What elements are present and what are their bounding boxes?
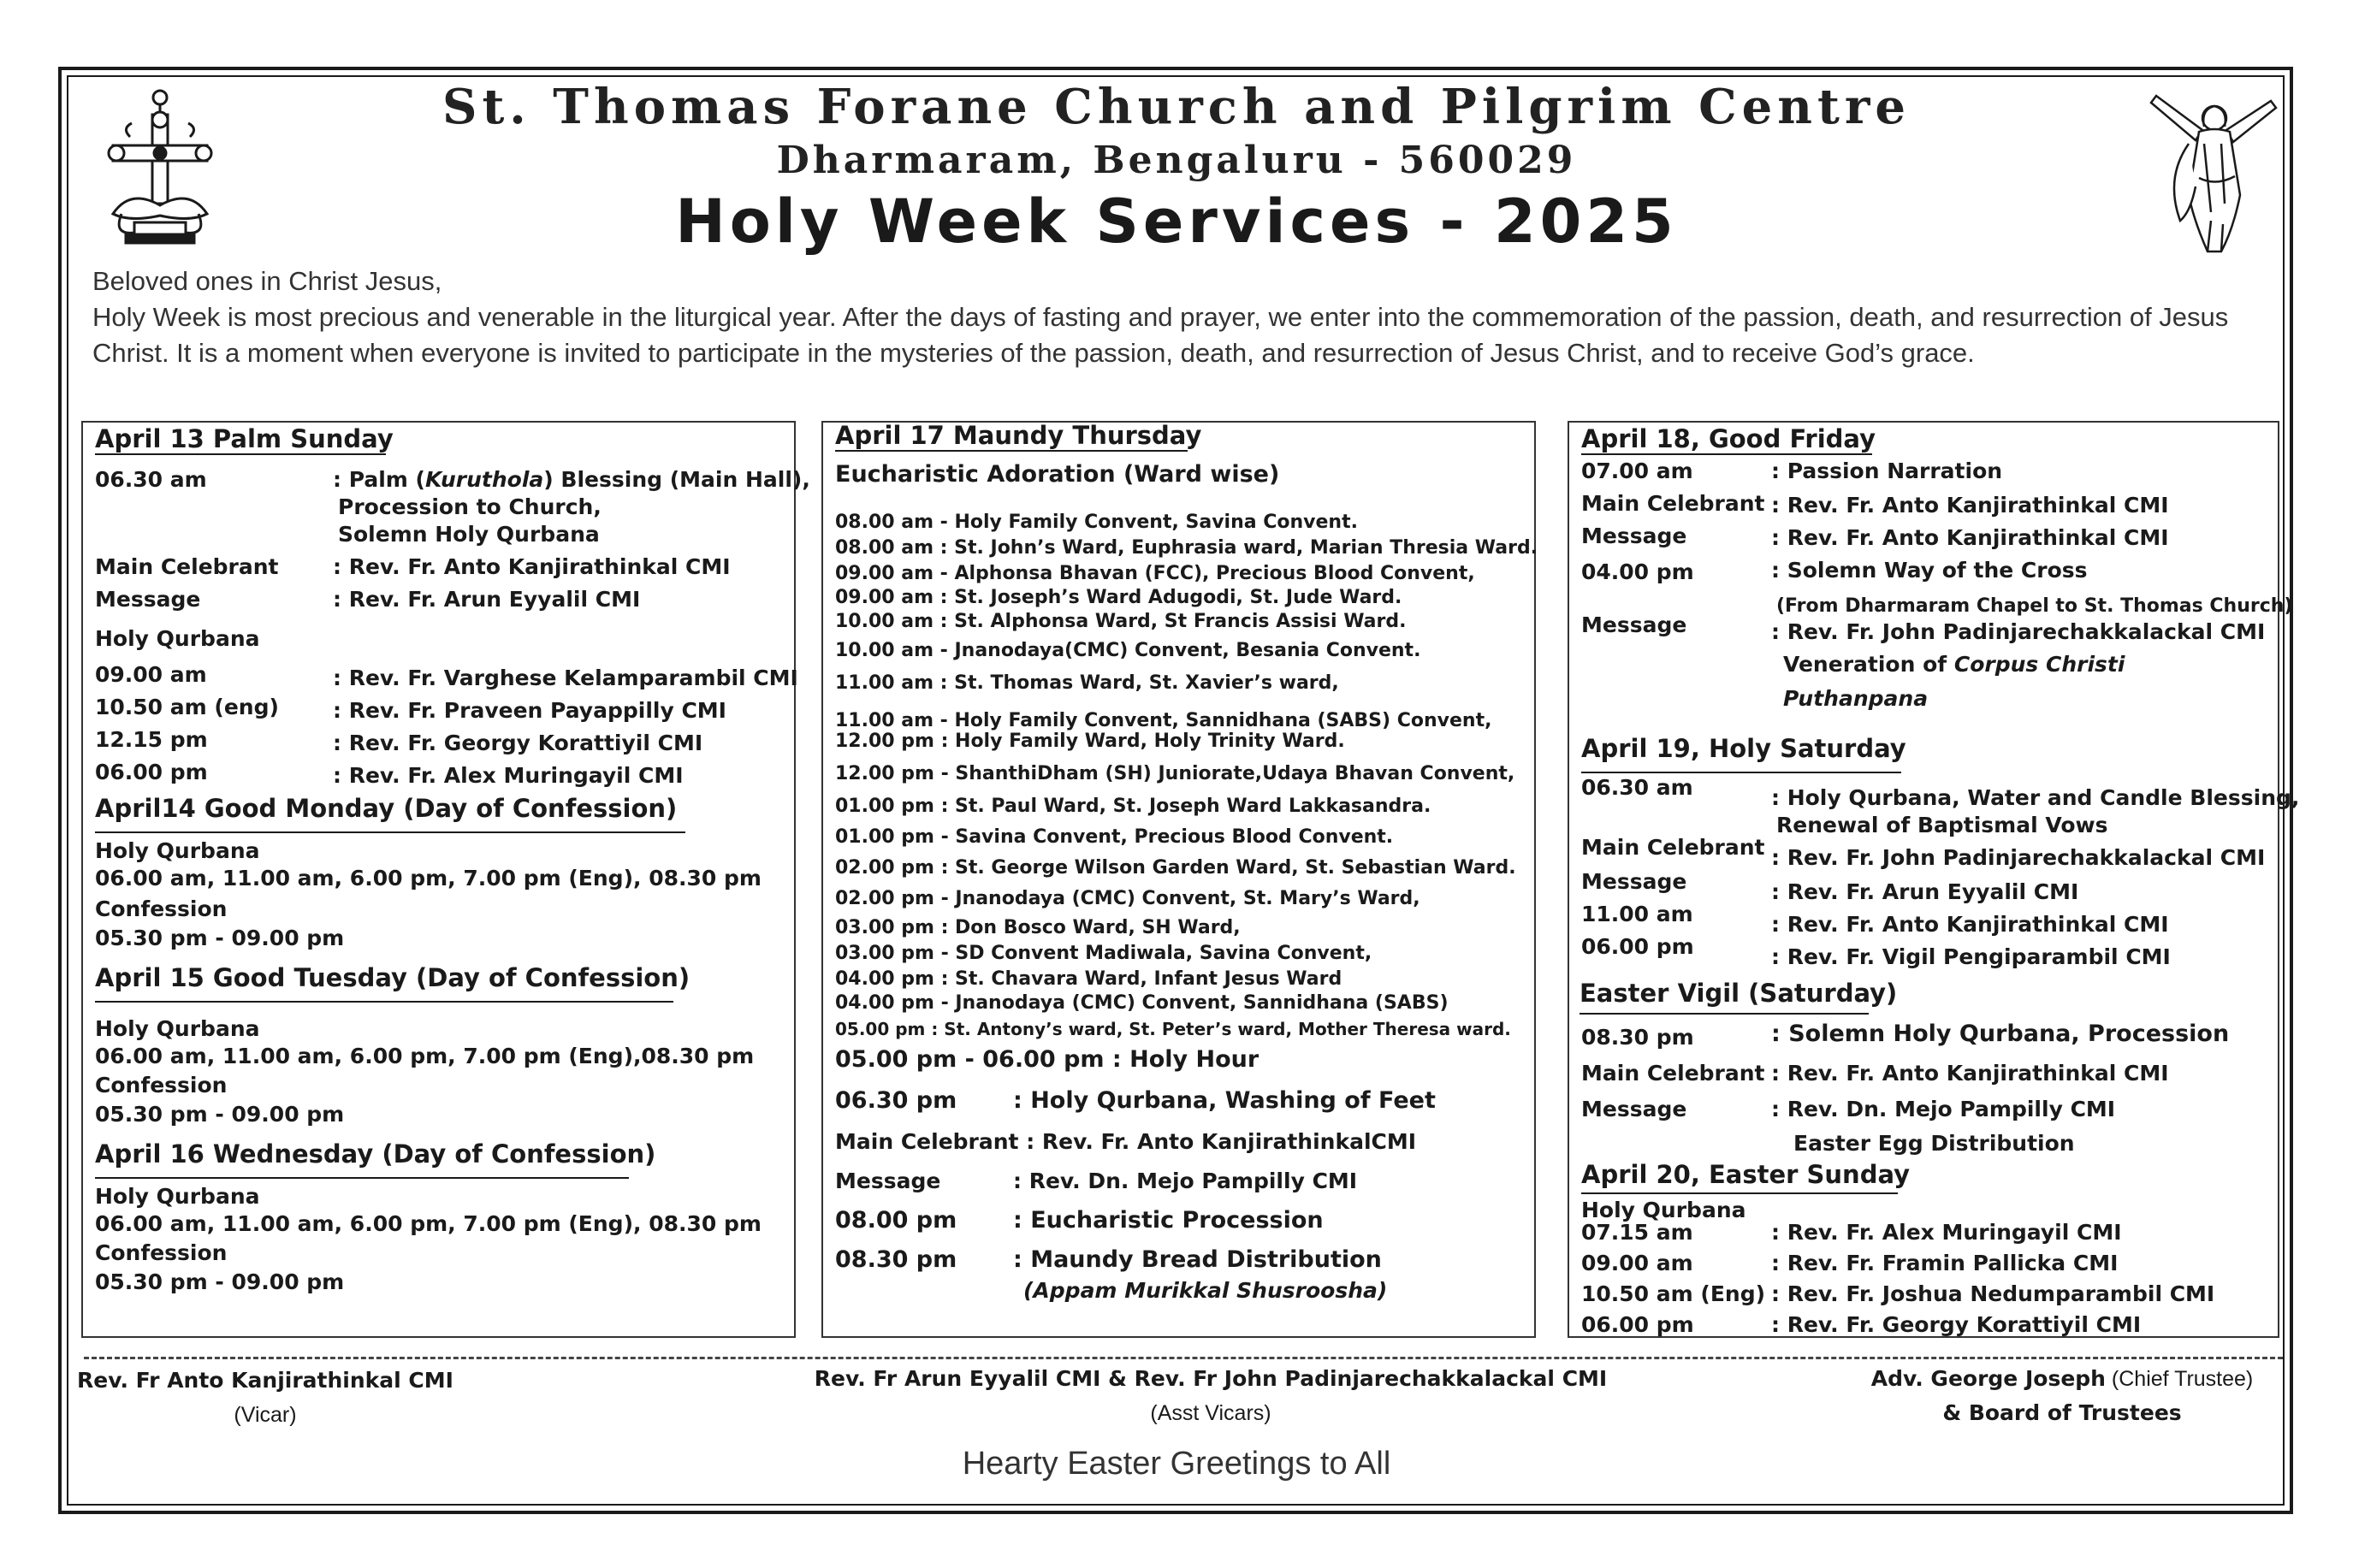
schedule-column-2: [821, 421, 1536, 1338]
celebrant-name: : Rev. Fr. John Padinjarechakkalackal CMI: [1771, 845, 2266, 870]
celebrant-name: : Rev. Fr. Anto Kanjirathinkal CMI: [1771, 493, 2169, 518]
trustee-role: (Chief Trustee): [2105, 1367, 2254, 1391]
palm-sunday-heading: April 13 Palm Sunday: [95, 424, 394, 453]
page-title: Holy Week Services - 2025: [675, 186, 1678, 257]
good-monday-heading: April14 Good Monday (Day of Confession): [95, 794, 678, 823]
trustee-line: [1840, 1362, 2285, 1396]
message-label: Message: [1581, 612, 1687, 637]
palm-procession: Procession to Church,: [338, 494, 602, 519]
bread-service: : Maundy Bread Distribution: [1013, 1246, 1382, 1273]
qurbana-times: 06.00 am, 11.00 am, 6.00 pm, 7.00 pm (Eng), 08.30 pm: [95, 866, 762, 891]
message-label: Message: [1581, 869, 1687, 894]
schedule-column-3: [1568, 421, 2300, 1338]
confession-times: 05.30 pm - 09.00 pm: [95, 1102, 345, 1127]
qurbana-times: 06.00 am, 11.00 am, 6.00 pm, 7.00 pm (Eng), 08.30 pm: [95, 1211, 762, 1236]
adoration-slot: 08.00 am : St. John’s Ward, Euphrasia ward, Marian Thresia Ward.: [835, 537, 1538, 559]
message-label: Message: [1581, 1097, 1687, 1121]
qurbana-time: 06.30 pm: [835, 1087, 957, 1114]
mass-time: 06.00 pm: [1581, 1312, 1694, 1337]
confession-label: Confession: [95, 896, 228, 921]
message-label: Message: [1581, 524, 1687, 548]
palm-time: 06.30 am: [95, 467, 207, 492]
celebrant-label: Main Celebrant: [95, 554, 279, 579]
message-name: : Rev. Fr. Arun Eyyalil CMI: [333, 587, 641, 612]
message-name: : Rev. Fr. John Padinjarechakkalackal CMI: [1771, 619, 2266, 644]
qurbana-label: Holy Qurbana: [95, 626, 260, 651]
adoration-slot: 03.00 pm - SD Convent Madiwala, Savina Convent,: [835, 943, 1372, 964]
qurbana-label: Holy Qurbana: [95, 838, 260, 863]
bread-time: 08.30 pm: [835, 1246, 957, 1273]
footer-divider: [84, 1357, 2283, 1359]
qurbana-label: Holy Qurbana: [95, 1016, 260, 1041]
celebrant-name: : Rev. Fr. Anto Kanjirathinkal CMI: [1771, 1061, 2169, 1086]
trustee-name: Adv. George Joseph: [1870, 1366, 2106, 1391]
heading-underline: [835, 450, 1188, 452]
mass-time: 12.15 pm: [95, 727, 208, 752]
qurbana-times: 06.00 am, 11.00 am, 6.00 pm, 7.00 pm (Eng),08.30 pm: [95, 1044, 755, 1068]
heading-underline: [1581, 1192, 1898, 1194]
adoration-slot: 01.00 pm - Savina Convent, Precious Blood Convent.: [835, 826, 1394, 848]
celebrant-line: Main Celebrant : Rev. Fr. Anto KanjirathinkalCMI: [835, 1129, 1417, 1154]
friday-time: 04.00 pm: [1581, 559, 1694, 584]
friday-time: 07.00 am: [1581, 459, 1693, 483]
celebrant-name: : Rev. Fr. Anto Kanjirathinkal CMI: [333, 554, 731, 579]
adoration-slot: 08.00 am - Holy Family Convent, Savina Convent.: [835, 512, 1358, 533]
qurbana-label: Holy Qurbana: [1581, 1198, 1746, 1222]
bread-note: (Appam Murikkal Shusroosha): [1023, 1278, 1388, 1303]
saturday-priest: : Rev. Fr. Anto Kanjirathinkal CMI: [1771, 912, 2169, 937]
board-of-trustees: & Board of Trustees: [1942, 1400, 2182, 1425]
mass-priest: : Rev. Fr. Varghese Kelamparambil CMI: [333, 666, 798, 690]
adoration-slot: 09.00 am - Alphonsa Bhavan (FCC), Precious Blood Convent,: [835, 563, 1475, 584]
heading-underline: [1581, 772, 1901, 773]
saturday-time: 06.30 am: [1581, 775, 1693, 800]
adoration-heading: Eucharistic Adoration (Ward wise): [835, 461, 1280, 488]
mass-priest: : Rev. Fr. Alex Muringayil CMI: [333, 763, 684, 788]
procession-service: : Eucharistic Procession: [1013, 1207, 1324, 1234]
adoration-slot: 04.00 pm - Jnanodaya (CMC) Convent, Sannidhana (SABS): [835, 992, 1449, 1014]
heading-underline: [1581, 453, 1872, 455]
mass-priest: : Rev. Fr. Georgy Korattiyil CMI: [333, 731, 703, 755]
qurbana-service: : Holy Qurbana, Washing of Feet: [1013, 1087, 1436, 1114]
confession-times: 05.30 pm - 09.00 pm: [95, 1269, 345, 1294]
adoration-slot: 01.00 pm : St. Paul Ward, St. Joseph Ward Lakkasandra.: [835, 796, 1431, 817]
intro-message: [92, 263, 2273, 371]
confession-label: Confession: [95, 1073, 228, 1098]
mass-priest: : Rev. Fr. Georgy Korattiyil CMI: [1771, 1312, 2142, 1337]
saturday-priest: : Rev. Fr. Vigil Pengiparambil CMI: [1771, 944, 2171, 969]
vigil-time: 08.30 pm: [1581, 1025, 1694, 1050]
confession-label: Confession: [95, 1240, 228, 1265]
saturday-service-2: Renewal of Baptismal Vows: [1776, 813, 2108, 837]
message-name: : Rev. Dn. Mejo Pampilly CMI: [1013, 1169, 1358, 1193]
friday-service: : Solemn Way of the Cross: [1771, 558, 2088, 583]
celebrant-label: Main Celebrant: [1581, 835, 1765, 860]
church-name: St. Thomas Forane Church and Pilgrim Centre: [442, 79, 1911, 135]
veneration: Veneration of Corpus Christi: [1783, 652, 2125, 677]
palm-blessing: : Palm (Kuruthola) Blessing (Main Hall),: [333, 467, 810, 492]
adoration-slot: 10.00 am - Jnanodaya(CMC) Convent, Besania Convent.: [835, 640, 1421, 661]
message-label: Message: [95, 587, 201, 612]
asst-vicars-signature: [779, 1362, 1643, 1430]
good-tuesday-heading: April 15 Good Tuesday (Day of Confession): [95, 963, 690, 992]
trustees-signature: [1840, 1362, 2285, 1430]
adoration-slot: 02.00 pm - Jnanodaya (CMC) Convent, St. Mary’s Ward,: [835, 888, 1420, 909]
mass-priest: : Rev. Fr. Praveen Payappilly CMI: [333, 698, 726, 723]
adoration-slot: 12.00 pm : Holy Family Ward, Holy Trinity Ward.: [835, 731, 1345, 752]
schedule-column-1: [81, 421, 810, 1338]
friday-note: (From Dharmaram Chapel to St. Thomas Church): [1776, 595, 2293, 617]
heading-underline: [95, 831, 685, 833]
adoration-slot: 04.00 pm : St. Chavara Ward, Infant Jesus Ward: [835, 968, 1342, 990]
holy-saturday-heading: April 19, Holy Saturday: [1581, 734, 1906, 763]
mass-time: 09.00 am: [95, 662, 207, 687]
asst-vicar-names: Rev. Fr Arun Eyyalil CMI & Rev. Fr John Padinjarechakkalackal CMI: [814, 1366, 1608, 1391]
adoration-slot: 12.00 pm - ShanthiDham (SH) Juniorate,Udaya Bhavan Convent,: [835, 763, 1515, 784]
adoration-slot: 02.00 pm : St. George Wilson Garden Ward, St. Sebastian Ward.: [835, 857, 1516, 879]
heading-underline: [95, 1001, 673, 1003]
asst-vicar-role: (Asst Vicars): [1150, 1401, 1271, 1425]
saturday-time: 11.00 am: [1581, 902, 1693, 926]
vicar-name: Rev. Fr Anto Kanjirathinkal CMI: [77, 1368, 453, 1393]
adoration-slot: 10.00 am : St. Alphonsa Ward, St Francis Assisi Ward.: [835, 611, 1407, 632]
vigil-service: : Solemn Holy Qurbana, Procession: [1771, 1021, 2230, 1047]
celebrant-label: Main Celebrant: [1581, 1061, 1765, 1086]
heading-underline: [95, 453, 386, 455]
saturday-service: : Holy Qurbana, Water and Candle Blessing,: [1771, 785, 2300, 810]
celebrant-label: Main Celebrant: [1581, 491, 1765, 516]
friday-service: : Passion Narration: [1771, 459, 2003, 483]
message-name: : Rev. Fr. Anto Kanjirathinkal CMI: [1771, 525, 2169, 550]
easter-vigil-heading: Easter Vigil (Saturday): [1580, 979, 1898, 1008]
confession-times: 05.30 pm - 09.00 pm: [95, 926, 345, 950]
adoration-slot: 05.00 pm : St. Antony’s ward, St. Peter’s ward, Mother Theresa ward.: [835, 1019, 1511, 1039]
easter-greeting: Hearty Easter Greetings to All: [962, 1446, 1391, 1482]
message-label: Message: [835, 1169, 941, 1193]
adoration-slot: 11.00 am : St. Thomas Ward, St. Xavier’s ward,: [835, 672, 1339, 694]
palm-qurbana: Solemn Holy Qurbana: [338, 522, 600, 547]
adoration-slot: 09.00 am : St. Joseph’s Ward Adugodi, St. Jude Ward.: [835, 587, 1402, 608]
vicar-role: (Vicar): [234, 1403, 297, 1427]
message-name: : Rev. Dn. Mejo Pampilly CMI: [1771, 1097, 2116, 1121]
adoration-slot: 03.00 pm : Don Bosco Ward, SH Ward,: [835, 917, 1241, 938]
heading-underline: [1580, 1013, 1869, 1015]
good-friday-heading: April 18, Good Friday: [1581, 424, 1876, 453]
puthanpana: Puthanpana: [1783, 686, 1929, 711]
mass-time: 10.50 am (eng): [95, 695, 279, 719]
church-address: Dharmaram, Bengaluru - 560029: [776, 139, 1577, 182]
mass-time: 06.00 pm: [95, 760, 208, 784]
mass-time: 09.00 am: [1581, 1251, 1693, 1275]
mass-priest: : Rev. Fr. Alex Muringayil CMI: [1771, 1220, 2122, 1245]
easter-sunday-heading: April 20, Easter Sunday: [1581, 1160, 1911, 1189]
heading-underline: [95, 1177, 629, 1179]
easter-egg: Easter Egg Distribution: [1793, 1131, 2075, 1156]
mass-priest: : Rev. Fr. Joshua Nedumparambil CMI: [1771, 1281, 2215, 1306]
mass-time: 07.15 am: [1581, 1220, 1693, 1245]
intro-body: Holy Week is most precious and venerable in the liturgical year. After the days of fasting and prayer, we enter into the commemoration of the passion, death, and resurrection of Jesus Christ. It is a moment when everyone is invited to participate in the mysteries of the passion, death, and resurrection of Jesus Christ, and to receive God’s grace.: [92, 302, 2229, 368]
intro-greeting: Beloved ones in Christ Jesus,: [92, 266, 442, 296]
mass-time: 10.50 am (Eng): [1581, 1281, 1766, 1306]
message-name: : Rev. Fr. Arun Eyyalil CMI: [1771, 879, 2079, 904]
holy-hour: 05.00 pm - 06.00 pm : Holy Hour: [835, 1046, 1259, 1073]
procession-time: 08.00 pm: [835, 1207, 957, 1234]
adoration-slot: 11.00 am - Holy Family Convent, Sannidhana (SABS) Convent,: [835, 710, 1492, 731]
maundy-thursday-heading: April 17 Maundy Thursday: [835, 421, 1202, 450]
wednesday-heading: April 16 Wednesday (Day of Confession): [95, 1139, 656, 1169]
saturday-time: 06.00 pm: [1581, 934, 1694, 959]
qurbana-label: Holy Qurbana: [95, 1184, 260, 1209]
vicar-signature: [51, 1364, 479, 1432]
mass-priest: : Rev. Fr. Framin Pallicka CMI: [1771, 1251, 2119, 1275]
